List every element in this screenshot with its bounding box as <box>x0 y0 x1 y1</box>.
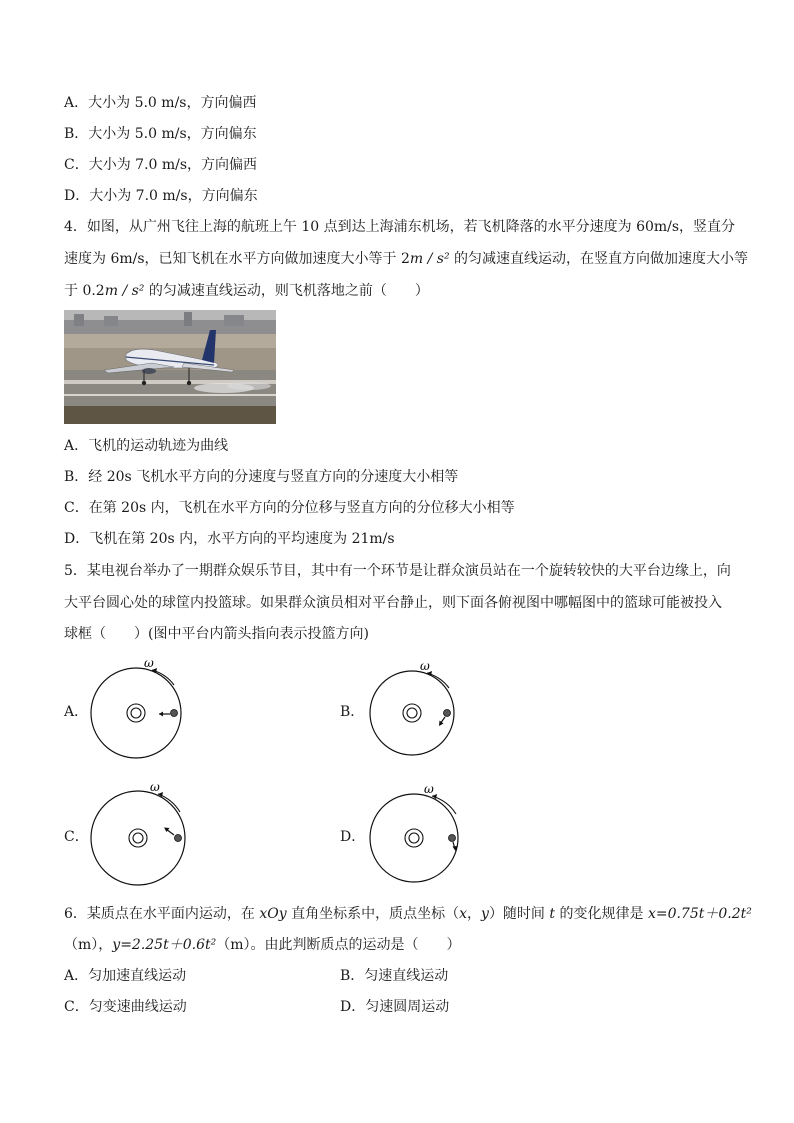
airplane-landing-photo <box>64 310 276 424</box>
q3-option-b[interactable]: B．大小为 5.0 m/s，方向偏东 <box>64 126 257 142</box>
figure-b-label[interactable]: B． <box>340 704 365 720</box>
q6-option-d[interactable]: D．匀速圆周运动 <box>340 999 450 1015</box>
basket-inner-ring <box>409 833 419 843</box>
q5-stem-line2: 大平台圆心处的球筐内投篮球。如果群众演员相对平台静止，则下面各俯视图中哪幅图中的篮球可能被投入 <box>64 595 722 611</box>
y-equation: y=2.25t＋0.6t² <box>112 937 217 953</box>
acc-unit: m / s² <box>409 251 450 267</box>
figure-b-platform[interactable] <box>365 657 469 761</box>
q4-option-a[interactable]: A．飞机的运动轨迹为曲线 <box>64 438 229 454</box>
omega-label: ω <box>424 782 434 796</box>
figure-a-label[interactable]: A． <box>64 704 89 720</box>
figure-d-label[interactable]: D． <box>340 829 366 845</box>
q4-stem-line3: 于 0.2m / s² 的匀减速直线运动，则飞机落地之前（ ） <box>64 283 429 299</box>
q4-option-b[interactable]: B．经 20s 飞机水平方向的分速度与竖直方向的分速度大小相等 <box>64 469 459 485</box>
omega-label: ω <box>144 656 154 670</box>
basket-inner-ring <box>407 708 417 718</box>
performer-dot <box>444 710 451 717</box>
basket-outer-ring <box>405 829 423 847</box>
platform-circle <box>91 668 181 758</box>
basket-inner-ring <box>131 708 141 718</box>
q4-option-c[interactable]: C．在第 20s 内，飞机在水平方向的分位移与竖直方向的分位移大小相等 <box>64 500 515 516</box>
figure-d-platform[interactable] <box>366 780 472 888</box>
basket-outer-ring <box>403 704 421 722</box>
q6-option-a[interactable]: A．匀加速直线运动 <box>64 968 187 984</box>
performer-dot <box>175 835 182 842</box>
q4-option-d[interactable]: D．飞机在第 20s 内，水平方向的平均速度为 21m/s <box>64 531 395 547</box>
figure-c-label[interactable]: C． <box>64 829 89 845</box>
q3-option-a[interactable]: A．大小为 5.0 m/s，方向偏西 <box>64 95 257 111</box>
q5-stem-line1: 5．某电视台举办了一期群众娱乐节目，其中有一个环节是让群众演员站在一个旋转较快的大平台边缘上，向 <box>64 563 731 579</box>
omega-label: ω <box>150 780 160 794</box>
platform-circle <box>370 671 454 755</box>
performer-dot <box>171 710 178 717</box>
q6-stem-line2: （m），y=2.25t＋0.6t²（m）。由此判断质点的运动是（ ） <box>64 937 461 953</box>
q6-stem-line1: 6．某质点在水平面内运动，在 xOy 直角坐标系中，质点坐标（x，y）随时间 t 的变化规律是 x=0.75t＋0.2t² <box>64 906 752 922</box>
coord-system: xOy <box>259 906 287 922</box>
basket-outer-ring <box>129 829 147 847</box>
figure-a-platform[interactable] <box>86 657 190 761</box>
q4-stem-line1: 4．如图，从广州飞往上海的航班上午 10 点到达上海浦东机场，若飞机降落的水平分速度为 60m/s，竖直分 <box>64 219 736 235</box>
q5-stem-line3: 球框（ ）(图中平台内箭头指向表示投篮方向) <box>64 626 369 642</box>
basket-inner-ring <box>133 833 143 843</box>
platform-circle <box>370 794 458 882</box>
q6-option-b[interactable]: B．匀速直线运动 <box>340 968 449 984</box>
platform-circle <box>91 791 185 885</box>
basket-outer-ring <box>127 704 145 722</box>
q4-stem-line2: 速度为 6m/s，已知飞机在水平方向做加速度大小等于 2m / s² 的匀减速直线运动，在竖直方向做加速度大小等 <box>64 251 749 267</box>
q3-option-c[interactable]: C．大小为 7.0 m/s，方向偏西 <box>64 157 258 173</box>
q3-option-d[interactable]: D．大小为 7.0 m/s，方向偏东 <box>64 188 258 204</box>
figure-c-platform[interactable] <box>86 780 192 888</box>
acc-unit: m / s² <box>104 283 145 299</box>
x-equation: x=0.75t＋0.2t² <box>647 906 752 922</box>
q6-option-c[interactable]: C．匀变速曲线运动 <box>64 999 187 1015</box>
omega-label: ω <box>420 659 430 673</box>
arrowhead-icon <box>159 712 163 717</box>
performer-dot <box>449 835 456 842</box>
